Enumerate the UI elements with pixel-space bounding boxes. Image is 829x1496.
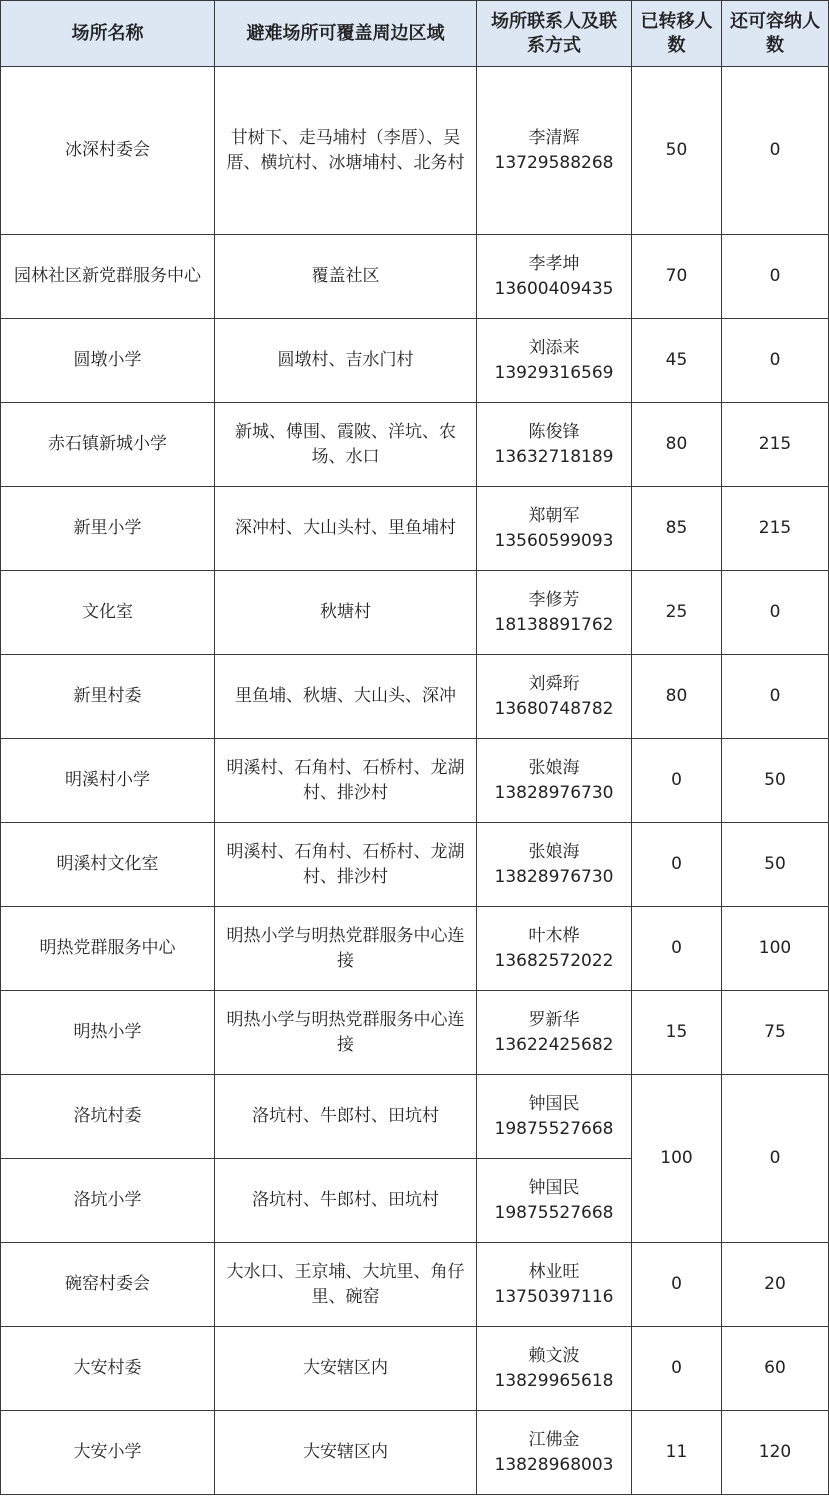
table-row: [1, 487, 829, 571]
moved-count: 80: [632, 655, 722, 739]
coverage-area: 大安辖区内: [215, 1327, 477, 1411]
moved-count: 50: [632, 67, 722, 235]
contact-phone: 13622425682: [494, 1034, 614, 1055]
coverage-area: 洛坑村、牛郎村、田坑村: [215, 1075, 477, 1159]
table-row: [1, 1411, 829, 1495]
moved-count: 80: [632, 403, 722, 487]
contact-name: 张娘海: [528, 757, 580, 778]
contact-phone: 19875527668: [494, 1118, 614, 1139]
contact-phone: 13729588268: [494, 152, 614, 173]
site-name: 新里村委: [1, 655, 215, 739]
contact-name: 江佛金: [528, 1429, 580, 1450]
contact-phone: 18138891762: [494, 614, 614, 635]
site-name: 园林社区新党群服务中心: [1, 235, 215, 319]
header-row: [1, 1, 829, 67]
contact-name: 钟国民: [528, 1093, 580, 1114]
moved-count: 15: [632, 991, 722, 1075]
contact-phone: 13682572022: [494, 950, 614, 971]
remaining-capacity: 215: [722, 487, 829, 571]
table-row: [1, 1075, 829, 1159]
contact-cell: [477, 907, 632, 991]
table-row: [1, 1327, 829, 1411]
moved-count: 70: [632, 235, 722, 319]
contact-phone: 13632718189: [494, 446, 614, 467]
remaining-capacity: 50: [722, 739, 829, 823]
table-header: [1, 1, 829, 67]
remaining-capacity: 20: [722, 1243, 829, 1327]
table-row: [1, 739, 829, 823]
remaining-capacity: 0: [722, 571, 829, 655]
contact-cell: [477, 991, 632, 1075]
coverage-area: 里鱼埔、秋塘、大山头、深冲: [215, 655, 477, 739]
coverage-area: 明溪村、石角村、石桥村、龙湖村、排沙村: [215, 739, 477, 823]
contact-cell: [477, 67, 632, 235]
contact-name: 叶木桦: [528, 925, 580, 946]
header-contact: 场所联系人及联系方式: [477, 1, 632, 67]
remaining-capacity: 60: [722, 1327, 829, 1411]
coverage-area: 甘树下、走马埔村（李厝）、吴厝、横坑村、冰塘埔村、北务村: [215, 67, 477, 235]
coverage-area: 洛坑村、牛郎村、田坑村: [215, 1159, 477, 1243]
contact-cell: [477, 403, 632, 487]
contact-cell: [477, 571, 632, 655]
coverage-area: 大安辖区内: [215, 1411, 477, 1495]
table-row: [1, 571, 829, 655]
contact-name: 钟国民: [528, 1177, 580, 1198]
contact-phone: 19875527668: [494, 1202, 614, 1223]
site-name: 大安村委: [1, 1327, 215, 1411]
table-row: [1, 67, 829, 235]
contact-name: 刘添来: [528, 337, 580, 358]
contact-phone: 13560599093: [494, 530, 614, 551]
moved-count: 11: [632, 1411, 722, 1495]
moved-count: 0: [632, 907, 722, 991]
site-name: 洛坑小学: [1, 1159, 215, 1243]
contact-phone: 13829965618: [494, 1370, 614, 1391]
contact-name: 李孝坤: [528, 253, 580, 274]
contact-cell: [477, 235, 632, 319]
site-name: 大安小学: [1, 1411, 215, 1495]
contact-phone: 13750397116: [494, 1286, 614, 1307]
remaining-capacity: 100: [722, 907, 829, 991]
contact-cell: [477, 1243, 632, 1327]
site-name: 明热党群服务中心: [1, 907, 215, 991]
contact-cell: [477, 319, 632, 403]
table-row: [1, 235, 829, 319]
contact-phone: 13600409435: [494, 278, 614, 299]
coverage-area: 覆盖社区: [215, 235, 477, 319]
table-body: [1, 67, 829, 1495]
moved-count: 25: [632, 571, 722, 655]
site-name: 明热小学: [1, 991, 215, 1075]
coverage-area: 秋塘村: [215, 571, 477, 655]
coverage-area: 明热小学与明热党群服务中心连接: [215, 991, 477, 1075]
site-name: 冰深村委会: [1, 67, 215, 235]
site-name: 明溪村小学: [1, 739, 215, 823]
moved-count: 100: [632, 1075, 722, 1243]
coverage-area: 明溪村、石角村、石桥村、龙湖村、排沙村: [215, 823, 477, 907]
table-row: [1, 823, 829, 907]
table-row: [1, 319, 829, 403]
contact-name: 罗新华: [528, 1009, 580, 1030]
moved-count: 0: [632, 1327, 722, 1411]
contact-cell: [477, 1159, 632, 1243]
site-name: 洛坑村委: [1, 1075, 215, 1159]
contact-cell: [477, 739, 632, 823]
moved-count: 85: [632, 487, 722, 571]
contact-cell: [477, 823, 632, 907]
moved-count: 0: [632, 823, 722, 907]
remaining-capacity: 120: [722, 1411, 829, 1495]
contact-phone: 13828976730: [494, 866, 614, 887]
contact-name: 刘舜珩: [528, 673, 580, 694]
header-moved-count: 已转移人数: [632, 1, 722, 67]
header-coverage-area: 避难场所可覆盖周边区域: [215, 1, 477, 67]
table-row: [1, 655, 829, 739]
contact-phone: 13680748782: [494, 698, 614, 719]
moved-count: 0: [632, 1243, 722, 1327]
header-remaining-capacity: 还可容纳人数: [722, 1, 829, 67]
site-name: 赤石镇新城小学: [1, 403, 215, 487]
remaining-capacity: 0: [722, 319, 829, 403]
site-name: 文化室: [1, 571, 215, 655]
contact-name: 李清辉: [528, 127, 580, 148]
remaining-capacity: 0: [722, 1075, 829, 1243]
remaining-capacity: 0: [722, 67, 829, 235]
table-row: [1, 403, 829, 487]
table-row: [1, 1243, 829, 1327]
coverage-area: 明热小学与明热党群服务中心连接: [215, 907, 477, 991]
contact-cell: [477, 655, 632, 739]
table-row: [1, 907, 829, 991]
coverage-area: 新城、傅围、霞陂、洋坑、农场、水口: [215, 403, 477, 487]
remaining-capacity: 50: [722, 823, 829, 907]
coverage-area: 深冲村、大山头村、里鱼埔村: [215, 487, 477, 571]
contact-cell: [477, 487, 632, 571]
remaining-capacity: 75: [722, 991, 829, 1075]
contact-name: 林业旺: [528, 1261, 580, 1282]
contact-cell: [477, 1075, 632, 1159]
remaining-capacity: 0: [722, 235, 829, 319]
site-name: 新里小学: [1, 487, 215, 571]
contact-name: 陈俊锋: [528, 421, 580, 442]
contact-phone: 13828976730: [494, 782, 614, 803]
contact-cell: [477, 1411, 632, 1495]
site-name: 圆墩小学: [1, 319, 215, 403]
moved-count: 45: [632, 319, 722, 403]
remaining-capacity: 0: [722, 655, 829, 739]
contact-name: 张娘海: [528, 841, 580, 862]
coverage-area: 圆墩村、吉水门村: [215, 319, 477, 403]
coverage-area: 大水口、王京埔、大坑里、角仔里、碗窑: [215, 1243, 477, 1327]
contact-name: 李修芳: [528, 589, 580, 610]
contact-phone: 13929316569: [494, 362, 614, 383]
contact-phone: 13828968003: [494, 1454, 614, 1475]
contact-name: 郑朝军: [528, 505, 580, 526]
contact-name: 赖文波: [528, 1345, 580, 1366]
moved-count: 0: [632, 739, 722, 823]
site-name: 明溪村文化室: [1, 823, 215, 907]
header-site-name: 场所名称: [1, 1, 215, 67]
table-row: [1, 991, 829, 1075]
contact-cell: [477, 1327, 632, 1411]
remaining-capacity: 215: [722, 403, 829, 487]
site-name: 碗窑村委会: [1, 1243, 215, 1327]
